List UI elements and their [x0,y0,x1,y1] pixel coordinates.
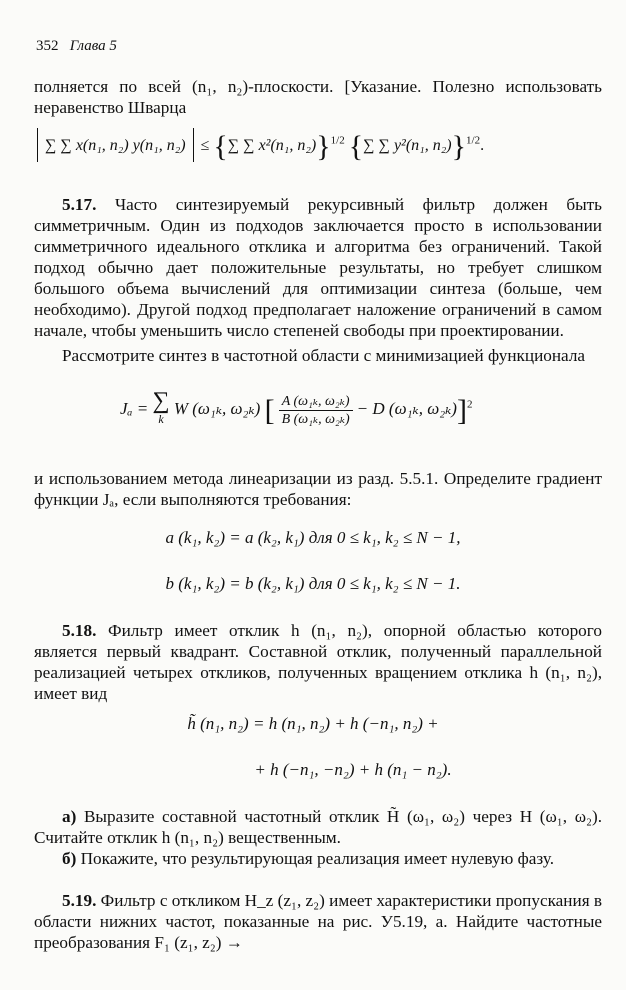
problem-number: 5.19. [62,891,97,910]
problem-5-17-c: и использованием метода линеаризации из разд. 5.5.1. Определите градиент функции Jₐ, если выполняются требования: [34,469,602,509]
equation-a: a (k₁, k₂) = a (k₂, k₁) для 0 ≤ k₁, k₂ ≤ N − 1, [165,528,461,547]
problem-5-18-a [34,806,602,848]
ja-minus-d: − D (ω₁ₖ, ω₂ₖ) [356,398,457,418]
page-number: 352 [36,38,59,54]
intro-paragraph: полняется по всей (n₁, n₂)-плоскости. [Указание. Полезно использовать неравенство Шварца [34,77,602,117]
schwarz-rhs2: ∑ ∑ y²(n₁, n₂) [363,137,452,154]
chapter-title: Глава 5 [69,38,117,54]
equation-h1: h̃ (n₁, n₂) = h (n₁, n₂) + h (−n₁, n₂) + [187,714,439,733]
ja-functional: Jₐ = ∑ k W (ω₁ₖ, ω₂ₖ) [ $\frac{\text{A (ω₁ₖ, ω₂ₖ)}}{\text{B (ω₁ₖ, ω₂ₖ)}}$ − D (ω₁ₖ, ω₂ₖ)]$^2$ [120,388,473,427]
problem-text: Фильтр имеет отклик h (n₁, n₂), опорной областью которого является первый квадрант. Составной отклик, полученный параллельной реализацией четырех откликов, полученных вращением отклика h (n₁, n₂), имеет вид [34,621,602,703]
ja-square: 2 [466,398,473,411]
schwarz-rhs1: ∑ ∑ x²(n₁, n₂) [227,137,317,154]
ja-lhs: Jₐ = [120,398,149,418]
problem-number: 5.18. [62,621,97,640]
problem-5-17-b: Рассмотрите синтез в частотной области с минимизацией функционала [62,346,586,365]
problem-5-18 [34,620,602,704]
schwarz-end: . [480,137,485,154]
problem-text: Часто синтезируемый рекурсивный фильтр должен быть симметричным. Один из подходов заключается просто в использовании симметричного идеального отклика и алгоритма без ограничений. Такой подход обычно дает положительные результаты, но требует слишком большого объема вычислений для оптимизации синтеза (больше, чем необходимо). Другой подход предполагает наложение ограничений в самом начале, чтобы уменьшить число степеней свободы при проектировании. [34,195,602,340]
ja-denominator: B (ω₁ₖ, ω₂ₖ) [281,411,350,427]
equation-b: b (k₁, k₂) = b (k₂, k₁) для 0 ≤ k₁, k₂ ≤ N − 1. [165,574,461,593]
problem-5-17 [34,194,602,341]
part-text: Выразите составной частотный отклик H̃ (ω₁, ω₂) через H (ω₁, ω₂). Считайте отклик h (n₁, n₂) вещественным. [34,807,603,847]
part-label: б) [62,849,77,868]
schwarz-power-1: 1/2 [330,134,345,147]
schwarz-power-2: 1/2 [466,134,481,147]
problem-5-18-b [34,848,602,869]
problem-5-19 [34,890,602,953]
part-label: а) [62,807,77,826]
schwarz-lhs: ∑ ∑ x(n₁, n₂) y(n₁, n₂) [45,137,186,154]
ja-numerator: A (ω₁ₖ, ω₂ₖ) [279,393,353,411]
part-text: Покажите, что результирующая реализация имеет нулевую фазу. [80,849,555,868]
problem-number: 5.17. [62,195,97,214]
schwarz-rel: ≤ [200,137,210,154]
problem-text: Фильтр с откликом H_z (z₁, z₂) имеет характеристики пропускания в области нижних частот, показанные на рис. У5.19, а. Найдите частотные преобразования F₁ (z₁, z₂) → [34,891,603,952]
ja-weight: W (ω₁ₖ, ω₂ₖ) [173,398,261,418]
ja-sum-index: k [158,412,164,426]
schwarz-inequality: ∑ ∑ x(n₁, n₂) y(n₁, n₂) ≤ {∑ ∑ x²(n₁, n₂)}$^{1/2}$ {∑ ∑ y²(n₁, n₂)}$^{1/2}$. [34,128,484,164]
equation-h2: + h (−n₁, −n₂) + h (n₁ − n₂). [254,760,452,779]
running-header [36,38,117,55]
